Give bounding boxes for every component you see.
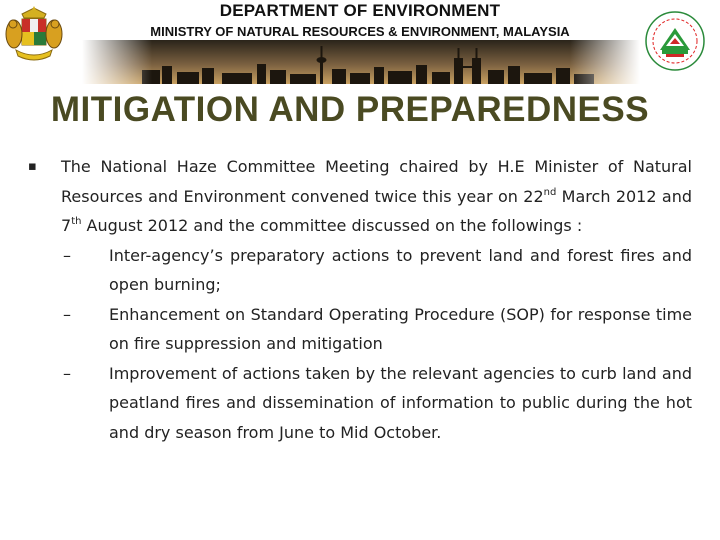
dash-bullet-icon: – [63,245,71,265]
sub-bullet-list [61,241,692,448]
ordinal-suffix: th [71,216,82,227]
sub-bullet-item [61,359,692,448]
ordinal-suffix: nd [543,186,557,198]
sub-bullet-text: Improvement of actions taken by the relevant agencies to curb land and peatland fires and dissemination of information to public during the hot and dry season from June to Mid October. [109,363,692,442]
slide-title: MITIGATION AND PREPAREDNESS [50,90,650,129]
bullet-text-part: March 2012 and 7 [61,186,692,235]
sub-bullet-item [61,300,692,359]
bullet-text-part: August 2012 and the committee discussed on the followings : [81,216,583,235]
slide-body [28,152,692,447]
bullet-text-part: The National Haze Committee Meeting chaired by H.E Minister of Natural Resources and Environment convened twice this year on 22 [61,157,692,206]
main-bullet-text [61,152,692,447]
square-bullet-icon: ▪ [28,159,37,174]
doe-malaysia-logo-icon [644,10,706,72]
department-name: DEPARTMENT OF ENVIRONMENT [219,1,501,20]
main-bullet [28,152,692,447]
dash-bullet-icon: – [63,363,71,383]
sub-bullet-item [61,241,692,300]
dash-bullet-icon: – [63,304,71,324]
sub-bullet-text: Enhancement on Standard Operating Procedure (SOP) for response time on fire suppression and mitigation [109,304,692,353]
sub-bullet-text: Inter-agency’s preparatory actions to prevent land and forest fires and open burning; [109,245,692,294]
ministry-name: MINISTRY OF NATURAL RESOURCES & ENVIRONMENT, MALAYSIA [150,24,570,39]
slide-header [0,0,720,86]
city-skyline-banner [82,40,640,84]
